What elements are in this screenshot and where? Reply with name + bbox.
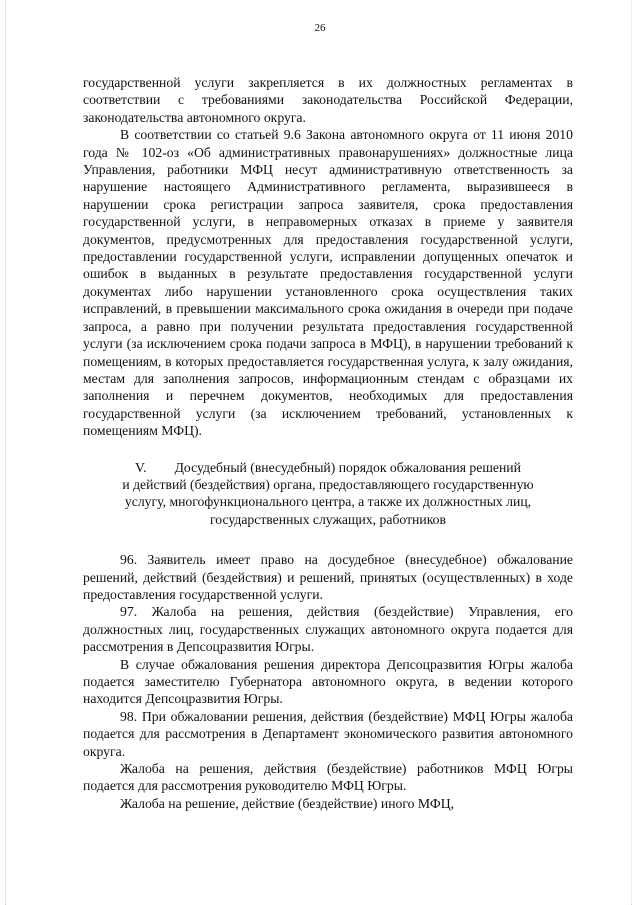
paragraph: В соответствии со статьей 9.6 Закона автономного округа от 11 июня 2010 года № 102-оз «Об административных правонарушениях» должностные лица Управления, работники МФЦ несут административную ответственность за нарушение настоящего Административного регламента, выразившееся в нарушении срока регистрации запроса заявителя, срока предоставления государственной услуги, в неправомерных отказах в приеме у заявителя документов, предусмотренных для предоставления государственной услуги, предоставлении государственной услуги, исправлении допущенных опечаток и ошибок в выданных в результате предоставления государственной услуги документах либо нарушении установленного срока осуществления таких исправлений, в превышении максимального срока ожидания в очереди при подаче запроса, а равно при получении результата предоставления государственной услуги (за исключением срока подачи запроса в МФЦ), в нарушении требований к помещениям, в которых предоставляется государственная услуга, к залу ожидания, местам для заполнения запросов, информационным стендам с образцами их заполнения и перечнем документов, необходимых для предоставления государственной услуги (за исключением требований, установленных к помещениям МФЦ). xyxy=(83,127,573,439)
page-number: 26 xyxy=(314,22,326,34)
paragraph: государственной услуги закрепляется в их должностных регламентах в соответствии с требованиями законодательства Российской Федерации, законодательства автономного округа. xyxy=(83,75,573,125)
paragraph: 96. Заявитель имеет право на досудебное (внесудебное) обжалование решений, действий (бездействия) и решений, принятых (осуществленных) в ходе предоставления государственной услуги. xyxy=(83,552,573,602)
paragraph: 98. При обжаловании решения, действия (бездействие) МФЦ Югры жалоба подается для рассмотрения в Департамент экономического развития автономного округа. xyxy=(83,708,573,759)
section-title-part-1: Досудебный (внесудебный) порядок обжалования решений xyxy=(174,459,521,475)
scan-right-edge xyxy=(631,0,632,905)
paragraph: 97. Жалоба на решения, действия (бездействие) Управления, его должностных лиц, государственных служащих автономного округа подается для рассмотрения в Депсоцразвития Югры. xyxy=(83,604,573,655)
section-heading-line-2: и действий (бездействия) органа, предоставляющего государственную xyxy=(122,476,534,492)
section-heading-line-4: государственных служащих, работников xyxy=(210,511,446,527)
paragraphs-top-group xyxy=(83,74,573,440)
section-heading xyxy=(83,459,573,529)
paragraph: В случае обжалования решения директора Депсоцразвития Югры жалоба подается заместителю Губернатора автономного округа, в ведении которого находится Депсоцразвития Югры. xyxy=(83,656,573,707)
section-number: V. xyxy=(135,459,147,475)
paragraphs-bottom-group xyxy=(83,551,573,812)
document-body xyxy=(83,74,573,812)
scan-left-edge xyxy=(5,0,6,905)
paragraph: Жалоба на решение, действие (бездействие) иного МФЦ, xyxy=(120,795,455,811)
section-heading-line-1 xyxy=(83,459,573,476)
paragraph: Жалоба на решения, действия (бездействие) работников МФЦ Югры подается для рассмотрения руководителю МФЦ Югры. xyxy=(83,761,573,794)
section-heading-line-3: услугу, многофункционального центра, а также их должностных лиц, xyxy=(124,494,532,510)
